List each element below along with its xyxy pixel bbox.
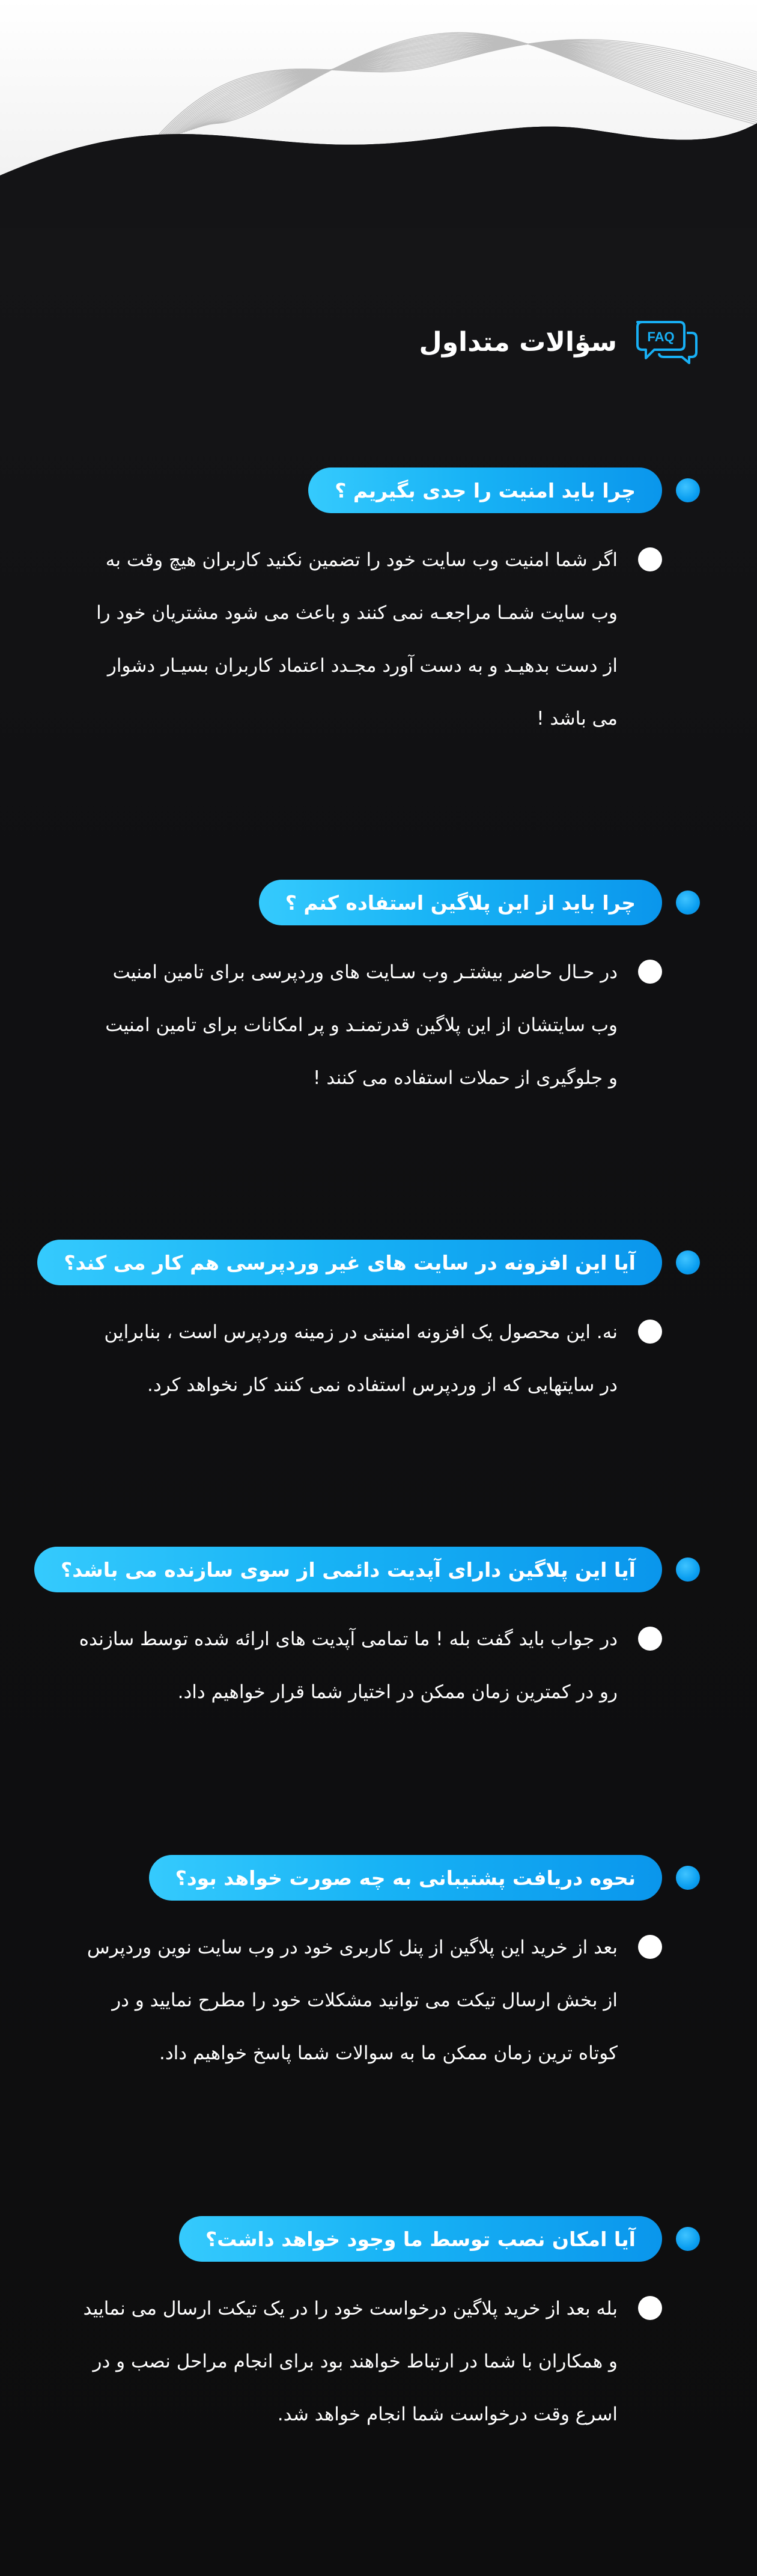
question-row[interactable] xyxy=(149,1855,662,1901)
question-text: نحوه دریافت پشتیبانی به چه صورت خواهد بود؟ xyxy=(175,1866,636,1890)
answer-bullet xyxy=(638,960,662,984)
answer-bullet xyxy=(638,1320,662,1344)
answer-line: از دست بدهیـد و به دست آورد مجـدد اعتماد کاربران بسیـار دشوار xyxy=(107,655,618,677)
answer-line: وب سایتشان از این پلاگین قدرتمنـد و پر امکانات برای تامین امنیت xyxy=(105,1014,618,1036)
answer-text xyxy=(53,1306,618,1411)
question-text: آیا این پلاگین دارای آپدیت دائمی از سوی سازنده می باشد؟ xyxy=(61,1557,636,1582)
answer-line: در جواب باید گفت بله ! ما تمامی آپدیت های ارائه شده توسط سازنده xyxy=(79,1628,618,1650)
answer-line: از بخش ارسال تیکت می توانید مشکلات خود را مطرح نمایید و در xyxy=(112,1990,618,2011)
answer-text xyxy=(53,2282,618,2441)
question-bullet xyxy=(676,1866,700,1890)
answer-text xyxy=(53,946,618,1104)
question-row[interactable] xyxy=(259,880,662,925)
answer-bullet xyxy=(638,1935,662,1959)
question-bullet xyxy=(676,1250,700,1274)
answer-line: بعد از خرید این پلاگین از پنل کاربری خود در وب سایت نوین وردپرس xyxy=(87,1937,618,1958)
faq-header xyxy=(419,318,700,365)
hero-wave-decoration xyxy=(0,0,757,228)
faq-icon-label: FAQ xyxy=(647,329,675,344)
answer-line: و همکاران با شما در ارتباط خواهند بود برای انجام مراحل نصب و در xyxy=(93,2351,618,2372)
faq-chat-icon xyxy=(633,318,700,365)
question-text: چرا باید از این پلاگین استفاده کنم ؟ xyxy=(285,891,636,915)
answer-text xyxy=(53,1613,618,1719)
answer-line: اسرع وقت درخواست شما انجام خواهد شد. xyxy=(277,2404,618,2425)
question-pill[interactable] xyxy=(149,1855,662,1901)
page-title: سؤالات متداول xyxy=(419,326,617,358)
question-row[interactable] xyxy=(179,2216,662,2262)
question-row[interactable] xyxy=(34,1547,662,1592)
question-bullet xyxy=(676,2227,700,2251)
question-text: چرا باید امنیت را جدی بگیریم ؟ xyxy=(335,478,636,502)
question-bullet xyxy=(676,891,700,915)
question-pill[interactable] xyxy=(34,1547,662,1592)
question-pill[interactable] xyxy=(308,467,662,513)
question-pill[interactable] xyxy=(37,1240,662,1285)
question-row[interactable] xyxy=(308,467,662,513)
answer-text xyxy=(53,1921,618,2080)
answer-line: کوتاه ترین زمان ممکن ما به سوالات شما پاسخ خواهیم داد. xyxy=(159,2042,618,2064)
question-bullet xyxy=(676,1557,700,1582)
answer-line: اگر شما امنیت وب سایت خود را تضمین نکنید کاربران هیچ وقت به xyxy=(105,549,618,571)
answer-bullet xyxy=(638,2296,662,2320)
answer-line: نه. این محصول یک افزونه امنیتی در زمینه وردپرس است ، بنابراین xyxy=(104,1321,618,1343)
answer-line: می باشد ! xyxy=(537,708,618,729)
question-pill[interactable] xyxy=(259,880,662,925)
answer-line: و جلوگیری از حملات استفاده می کنند ! xyxy=(313,1067,618,1089)
answer-line: وب سایت شمـا مراجعـه نمی کنند و باعث می شود مشتریان خود را xyxy=(96,602,618,624)
answer-line: بله بعد از خرید پلاگین درخواست خود را در یک تیکت ارسال می نمایید xyxy=(83,2298,618,2319)
answer-line: در حـال حاضر بیشتـر وب سـایت های وردپرسی برای تامین امنیت xyxy=(112,961,618,983)
answer-line: در سایتهایی که از وردپرس استفاده نمی کنند کار نخواهد کرد. xyxy=(147,1374,618,1396)
answer-text xyxy=(53,534,618,745)
answer-line: رو در کمترین زمان ممکن در اختیار شما قرار خواهیم داد. xyxy=(177,1681,618,1703)
question-row[interactable] xyxy=(37,1240,662,1285)
answer-bullet xyxy=(638,1627,662,1651)
question-text: آیا امکان نصب توسط ما وجود خواهد داشت؟ xyxy=(205,2227,636,2251)
question-text: آیا این افزونه در سایت های غیر وردپرسی هم کار می کند؟ xyxy=(64,1250,636,1274)
answer-bullet xyxy=(638,547,662,571)
question-pill[interactable] xyxy=(179,2216,662,2262)
question-bullet xyxy=(676,478,700,502)
